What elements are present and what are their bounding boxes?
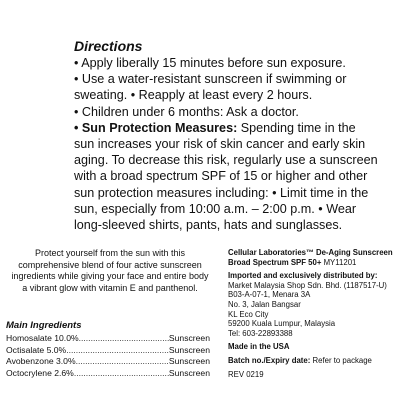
sun-protection-measures-text: Spending time in the bbox=[237, 120, 356, 135]
batch-value: Refer to package bbox=[310, 355, 372, 365]
dot-leader bbox=[76, 356, 169, 368]
directions-line: • Apply liberally 15 minutes before sun exposure. bbox=[74, 56, 346, 70]
distributor-label: Imported and exclusively distributed by: bbox=[228, 271, 378, 281]
address-line: 59200 Kuala Lumpur, Malaysia bbox=[228, 319, 336, 329]
product-spf-line bbox=[228, 258, 416, 268]
directions-line: with a broad spectrum SPF of 15 or higher and other bbox=[74, 169, 368, 184]
directions-line: long-sleeved shirts, pants, hats and sunglasses. bbox=[74, 218, 343, 233]
ingredient-name: Homosalate 10.0% bbox=[6, 333, 79, 343]
revision: REV 0219 bbox=[228, 369, 264, 379]
ingredient-purpose: Sunscreen bbox=[168, 333, 210, 343]
address-line: No. 3, Jalan Bangsar bbox=[228, 299, 301, 309]
product-name: Cellular Laboratories™ De-Aging Sunscreen bbox=[228, 248, 393, 257]
ingredient-row bbox=[6, 345, 210, 357]
dot-leader bbox=[66, 345, 169, 357]
ingredient-purpose: Sunscreen bbox=[168, 356, 210, 367]
ingredients-table bbox=[6, 333, 210, 379]
dot-leader bbox=[79, 333, 169, 345]
ingredient-purpose: Sunscreen bbox=[168, 367, 210, 378]
registration-number: MY11201 bbox=[323, 257, 357, 267]
directions-title: Directions bbox=[74, 38, 143, 54]
address-line: KL Eco City bbox=[228, 309, 269, 319]
ingredient-row bbox=[6, 368, 210, 380]
directions-line: sun increases your risk of skin cancer and early skin bbox=[74, 137, 366, 152]
ingredient-row bbox=[6, 356, 210, 368]
directions-section bbox=[74, 38, 378, 233]
telephone: Tel: 603-22893388 bbox=[228, 328, 293, 338]
product-info bbox=[228, 248, 416, 379]
intro-line: comprehensive blend of four active sunscreen bbox=[18, 259, 202, 270]
batch-line bbox=[228, 356, 416, 366]
directions-line: • Children under 6 months: Ask a doctor. bbox=[74, 104, 299, 119]
ingredient-row bbox=[6, 333, 210, 345]
directions-line: • Use a water-resistant sunscreen if swimming or bbox=[74, 72, 347, 87]
directions-line: sun, especially from 10:00 a.m. – 2:00 p.m. • Wear bbox=[74, 201, 357, 216]
product-intro bbox=[8, 248, 212, 294]
ingredient-name: Avobenzone 3.0% bbox=[6, 356, 76, 367]
directions-line: sweating. • Reapply at least every 2 hours. bbox=[74, 88, 313, 103]
ingredients-title: Main Ingredients bbox=[6, 320, 82, 331]
address-line: B03-A-07-1, Menara 3A bbox=[228, 290, 311, 300]
sun-protection-measures-line bbox=[74, 120, 370, 136]
dot-leader bbox=[74, 368, 169, 380]
address-line: Market Malaysia Shop Sdn. Bhd. (1187517-U) bbox=[228, 280, 387, 290]
ingredient-purpose: Sunscreen bbox=[168, 344, 210, 355]
directions-line: sun protection measures including: • Limit time in the bbox=[74, 185, 369, 200]
intro-line: Protect yourself from the sun with this bbox=[34, 248, 186, 258]
batch-label: Batch no./Expiry date: bbox=[228, 355, 311, 365]
sun-protection-measures-label: • Sun Protection Measures: bbox=[74, 120, 238, 135]
ingredient-name: Octisalate 5.0% bbox=[6, 344, 67, 355]
intro-line: a vibrant glow with vitamin E and panthenol. bbox=[22, 282, 198, 293]
made-in: Made in the USA bbox=[228, 342, 290, 352]
product-spf: Broad Spectrum SPF 50+ bbox=[228, 257, 322, 267]
directions-line: aging. To decrease this risk, regularly use a sunscreen bbox=[74, 153, 378, 168]
intro-line: ingredients while giving your face and entire body bbox=[11, 271, 209, 282]
ingredient-name: Octocrylene 2.6% bbox=[6, 367, 74, 378]
